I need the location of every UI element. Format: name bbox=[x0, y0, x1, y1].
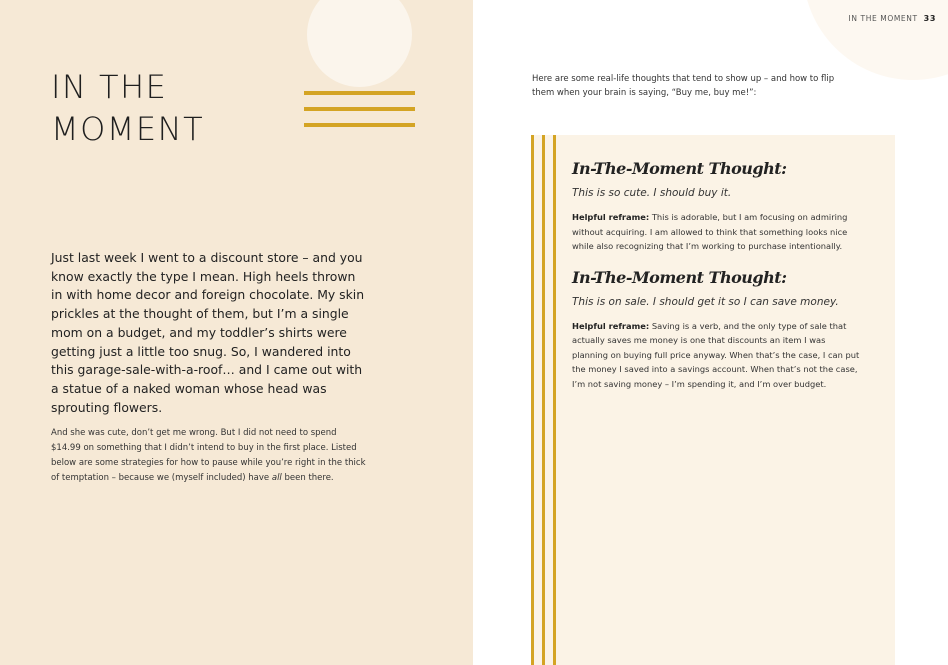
follow-text-end: been there. bbox=[281, 473, 334, 483]
gold-line bbox=[304, 123, 415, 127]
reframe-label: Helpful reframe: bbox=[572, 320, 650, 331]
gold-bar bbox=[542, 135, 545, 665]
gold-line bbox=[304, 107, 415, 111]
thought-quote: This is on sale. I should get it so I can save money. bbox=[572, 295, 839, 308]
decorative-circle bbox=[803, 0, 948, 80]
thought-block bbox=[572, 159, 862, 254]
reframe-text: Saving is a verb, and the only type of sale that actually saves me money is one that discounts an item I was planning on buying full price anyway. When that’s the case, I can put the money I saved into a savings account. When that’s not the case, I’m not saving money – I’m spending it, and I’m over budget. bbox=[572, 320, 860, 389]
intro-paragraph: Just last week I went to a discount store – and you know exactly the type I mean. High heels thrown in with home decor and foreign chocolate. My skin prickles at the thought of them, but I’m a single mom on a budget, and my toddler’s shirts were getting just a little too snug. So, I wandered into this garage-sale-with-a-roof… and I came out with a statue of a naked woman whose head was sprouting flowers. bbox=[51, 250, 365, 415]
reframe-label: Helpful reframe: bbox=[572, 212, 650, 222]
running-head-section: IN THE MOMENT bbox=[848, 14, 918, 23]
reframe-paragraph bbox=[572, 210, 862, 254]
follow-emphasis: all bbox=[271, 473, 282, 483]
lead-in-paragraph: Here are some real-life thoughts that tend to show up – and how to flip them when your brain is saying, “Buy me, buy me!”: bbox=[532, 74, 835, 98]
reframe-paragraph bbox=[572, 319, 862, 392]
chapter-title bbox=[51, 66, 204, 150]
reframe-text: This is adorable, but I am focusing on admiring without acquiring. I am allowed to think that something looks nice while also recognizing that I’m working to purchase intentionally. bbox=[572, 212, 848, 251]
follow-text-start: And she was cute, don’t get me wrong. But I did not need to spend $14.99 on something that I didn’t intend to buy in the first place. Listed below are some strategies for how to pause while you’re right in the thick of temptation – because we (myself included) have bbox=[51, 428, 366, 483]
callout-content bbox=[572, 159, 862, 405]
right-page bbox=[473, 0, 948, 665]
thought-block bbox=[572, 268, 862, 392]
gold-bar bbox=[553, 135, 556, 665]
chapter-title-line2: MOMENT bbox=[51, 110, 205, 148]
thought-heading: In-The-Moment Thought: bbox=[572, 267, 787, 287]
callout-box bbox=[531, 135, 895, 665]
thought-quote: This is so cute. I should buy it. bbox=[572, 187, 732, 199]
decorative-circle bbox=[307, 0, 412, 87]
gold-bar bbox=[531, 135, 534, 665]
left-page bbox=[0, 0, 473, 665]
running-head bbox=[849, 14, 936, 23]
page-number: 33 bbox=[923, 14, 936, 23]
decorative-gold-lines bbox=[304, 91, 415, 139]
thought-heading: In-The-Moment Thought: bbox=[572, 159, 787, 178]
chapter-title-line1: IN THE bbox=[51, 68, 168, 106]
follow-paragraph bbox=[51, 426, 366, 486]
gold-line bbox=[304, 91, 415, 95]
